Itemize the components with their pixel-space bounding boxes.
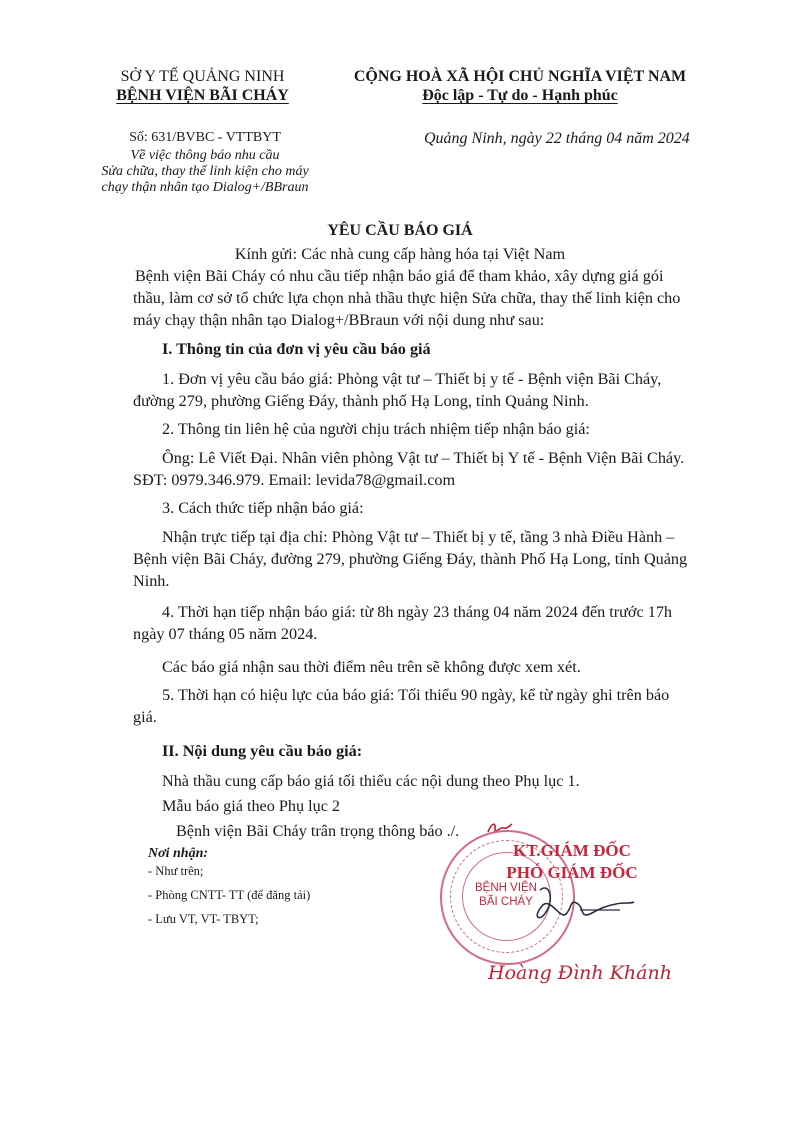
signer-title-line-2: PHÓ GIÁM ĐỐC bbox=[506, 863, 638, 882]
signer-name: Hoàng Đình Khánh bbox=[488, 962, 672, 984]
receiving-address: Nhận trực tiếp tại địa chỉ: Phòng Vật tư – Thiết bị y tế, tầng 3 nhà Điều Hành – Bệnh viện Bãi Cháy, đường 279, phường Giếng Đáy, thành Phố Hạ Long, tỉnh Quảng Ninh. bbox=[133, 528, 688, 590]
signer-title bbox=[487, 840, 657, 884]
section-2-line-2: Mẫu báo giá theo Phụ lục 2 bbox=[162, 797, 341, 815]
contact-info: Ông: Lê Viết Đại. Nhân viên phòng Vật tư – Thiết bị Y tế - Bệnh Viện Bãi Cháy. SĐT: 0979.346.979. Email: levida78@gmail.com bbox=[133, 449, 685, 489]
section-1-item-4: 4. Thời hạn tiếp nhận báo giá: từ 8h ngày 23 tháng 04 năm 2024 đến trước 17h ngày 07 tháng 05 năm 2024. bbox=[133, 603, 673, 643]
recipients-heading: Nơi nhận: bbox=[148, 846, 209, 861]
section-1-item-2: 2. Thông tin liên hệ của người chịu trách nhiệm tiếp nhận báo giá: bbox=[162, 420, 590, 438]
stamp-text: BỆNH VIỆN bbox=[475, 882, 537, 894]
section-1-item-3: 3. Cách thức tiếp nhận báo giá: bbox=[162, 499, 364, 517]
closing-line: Bệnh viện Bãi Cháy trân trọng thông báo ./. bbox=[176, 822, 460, 840]
recipient-item: - Phòng CNTT- TT (để đăng tải) bbox=[148, 888, 311, 902]
org-name: BỆNH VIỆN BÃI CHÁY bbox=[116, 87, 289, 104]
nation-motto: Độc lập - Tự do - Hạnh phúc bbox=[422, 87, 618, 104]
handwritten-signature bbox=[520, 880, 640, 940]
subject-line: chạy thận nhân tạo Dialog+/BBraun bbox=[101, 180, 309, 195]
org-parent: SỞ Y TẾ QUẢNG NINH bbox=[120, 68, 285, 85]
section-2-line-1: Nhà thầu cung cấp báo giá tối thiểu các nội dung theo Phụ lục 1. bbox=[162, 772, 580, 790]
section-1-item-1: 1. Đơn vị yêu cầu báo giá: Phòng vật tư – Thiết bị y tế - Bệnh viện Bãi Cháy, đường 279, phường Giếng Đáy, thành phố Hạ Long, tỉnh Quảng Ninh. bbox=[133, 370, 662, 410]
signer-title-line-1: KT.GIÁM ĐỐC bbox=[513, 841, 631, 860]
recipient-item: - Lưu VT, VT- TBYT; bbox=[148, 912, 259, 926]
recipients-block bbox=[148, 846, 310, 927]
section-2-heading: II. Nội dung yêu cầu báo giá: bbox=[162, 742, 363, 760]
doc-number: Số: 631/BVBC - VTTBYT bbox=[129, 130, 281, 145]
document-title: YÊU CẦU BÁO GIÁ bbox=[327, 222, 473, 239]
subject-line: Về việc thông báo nhu cầu bbox=[130, 148, 280, 163]
recipient-line: Kính gửi: Các nhà cung cấp hàng hóa tại Việt Nam bbox=[234, 245, 566, 263]
intro-paragraph: Bệnh viện Bãi Cháy có nhu cầu tiếp nhận báo giá để tham khảo, xây dựng giá gói thầu, làm cơ sở tổ chức lựa chọn nhà thầu thực hiện Sửa chữa, thay thế linh kiện cho máy chạy thận nhân tạo Dialog+/BBraun với nội dung như sau: bbox=[133, 267, 681, 329]
place-date: Quảng Ninh, ngày 22 tháng 04 năm 2024 bbox=[424, 130, 690, 147]
subject-line: Sửa chữa, thay thế linh kiện cho máy bbox=[101, 164, 309, 179]
doc-meta bbox=[85, 130, 325, 196]
recipient-item: - Như trên; bbox=[148, 864, 204, 878]
nation-title: CỘNG HOÀ XÃ HỘI CHỦ NGHĨA VIỆT NAM bbox=[353, 68, 687, 85]
section-1-heading: I. Thông tin của đơn vị yêu cầu báo giá bbox=[162, 340, 431, 358]
section-1-item-5: 5. Thời hạn có hiệu lực của báo giá: Tối thiểu 90 ngày, kể từ ngày ghi trên báo giá. bbox=[133, 686, 670, 726]
header-left bbox=[95, 68, 310, 105]
late-quote-note: Các báo giá nhận sau thời điểm nêu trên sẽ không được xem xét. bbox=[162, 658, 581, 676]
stamp-text: BÃI CHÁY bbox=[479, 896, 533, 908]
header-right bbox=[320, 68, 720, 105]
